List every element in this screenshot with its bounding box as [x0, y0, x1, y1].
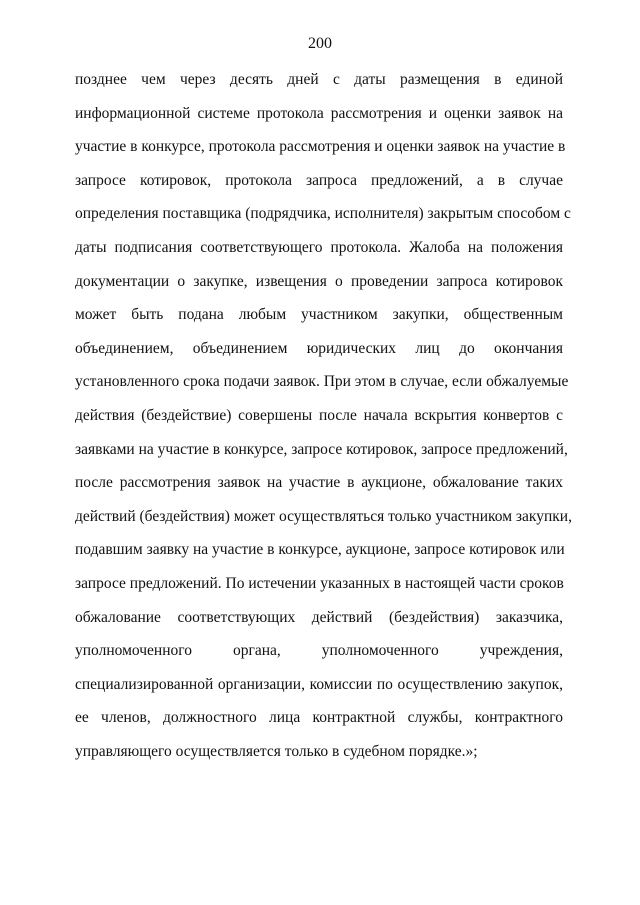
text-line: действия (бездействие) совершены после начала вскрытия конвертов с [75, 406, 563, 424]
text-line: специализированной организации, комиссии по осуществлению закупок, [75, 675, 563, 693]
text-line: установленного срока подачи заявок. При этом в случае, если обжалуемые [75, 373, 569, 391]
text-line: обжалование соответствующих действий (бездействия) заказчика, [75, 608, 563, 626]
page-number: 200 [308, 35, 332, 52]
text-line: объединением, объединением юридических лиц до окончания [75, 339, 563, 357]
text-line: может быть подана любым участником закупки, общественным [75, 306, 563, 324]
text-line: документации о закупке, извещения о проведении запроса котировок [75, 272, 563, 290]
text-line: запросе котировок, протокола запроса предложений, а в случае [75, 171, 563, 189]
text-line: позднее чем через десять дней с даты размещения в единой [75, 71, 563, 88]
text-line: ее членов, должностного лица контрактной службы, контрактного [75, 709, 563, 727]
text-line: действий (бездействия) может осуществляться только участником закупки, [75, 507, 572, 525]
text-line: информационной системе протокола рассмотрения и оценки заявок на [75, 104, 563, 122]
text-line: уполномоченного органа, уполномоченного учреждения, [75, 642, 563, 660]
text-line: подавшим заявку на участие в конкурсе, аукционе, запросе котировок или [75, 541, 565, 559]
text-line: участие в конкурсе, протокола рассмотрения и оценки заявок на участие в [75, 138, 566, 156]
text-line: после рассмотрения заявок на участие в аукционе, обжалование таких [75, 474, 563, 492]
text-line: управляющего осуществляется только в судебном порядке.»; [75, 742, 478, 760]
body-text [75, 70, 572, 775]
text-line: определения поставщика (подрядчика, исполнителя) закрытым способом с [75, 205, 571, 223]
text-line: даты подписания соответствующего протокола. Жалоба на положения [75, 238, 563, 256]
text-line: запросе предложений. По истечении указанных в настоящей части сроков [75, 574, 564, 592]
text-line: заявками на участие в конкурсе, запросе котировок, запросе предложений, [75, 440, 568, 458]
